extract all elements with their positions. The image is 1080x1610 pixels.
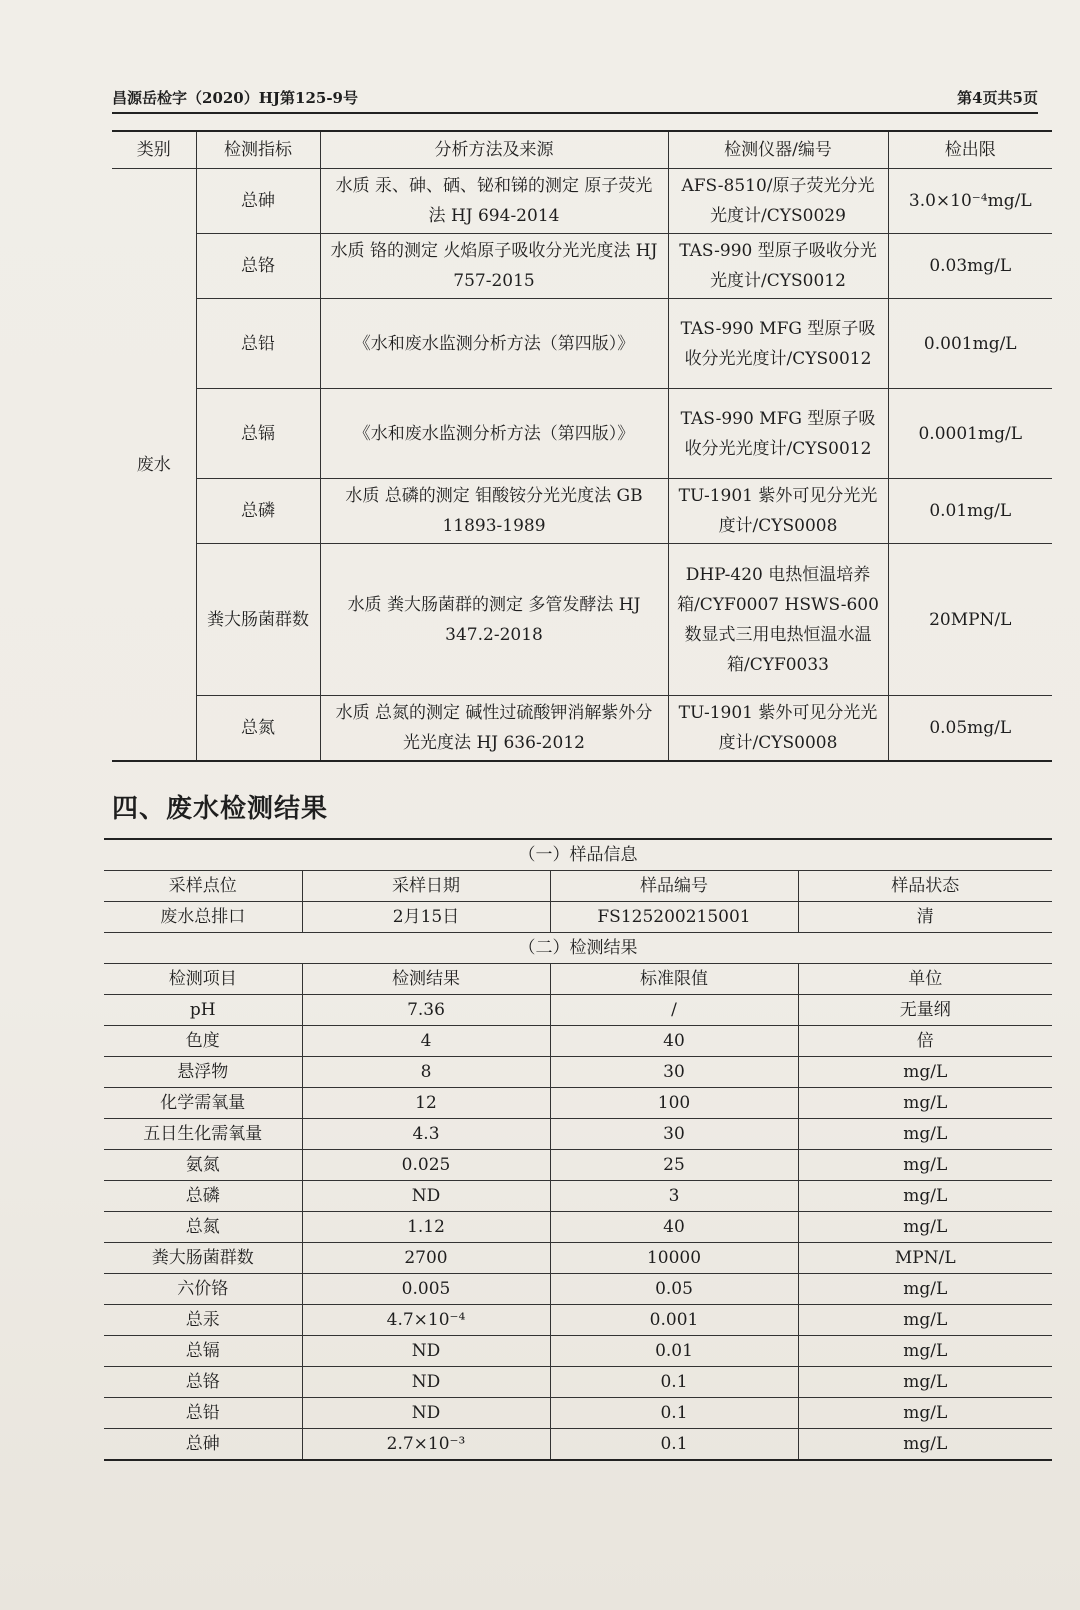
result-unit: mg/L (798, 1398, 1052, 1429)
method-cell: 水质 铬的测定 火焰原子吸收分光光度法 HJ 757-2015 (320, 234, 668, 299)
result-item: 总铅 (104, 1398, 302, 1429)
sample-date: 2月15日 (302, 902, 550, 933)
result-item: 六价铬 (104, 1274, 302, 1305)
table-row (112, 234, 1052, 299)
sample-header-status: 样品状态 (798, 871, 1052, 902)
section-title: 四、废水检测结果 (112, 794, 329, 824)
limit-cell: 20MPN/L (888, 544, 1052, 696)
table-row (104, 1212, 1052, 1243)
sample-id: FS125200215001 (550, 902, 798, 933)
table-row (112, 299, 1052, 389)
method-cell: 《水和废水监测分析方法（第四版）》 (320, 389, 668, 479)
result-item: 色度 (104, 1026, 302, 1057)
sample-info-value-row (104, 902, 1052, 933)
result-unit: mg/L (798, 1305, 1052, 1336)
instrument-cell: TAS-990 型原子吸收分光光度计/CYS0012 (668, 234, 888, 299)
limit-cell: 3.0×10⁻⁴mg/L (888, 169, 1052, 234)
result-limit: 0.1 (550, 1367, 798, 1398)
result-unit: mg/L (798, 1181, 1052, 1212)
result-item: 总汞 (104, 1305, 302, 1336)
results-caption-row (104, 933, 1052, 964)
instrument-cell: DHP-420 电热恒温培养箱/CYF0007 HSWS-600 数显式三用电热恒温水温箱/CYF0033 (668, 544, 888, 696)
table-row (104, 995, 1052, 1026)
indicator-cell: 总氮 (196, 696, 320, 762)
methods-header-method: 分析方法及来源 (320, 131, 668, 169)
report-number: 昌源岳检字（2020）HJ第125-9号 (112, 89, 358, 107)
result-value: 12 (302, 1088, 550, 1119)
result-unit: mg/L (798, 1119, 1052, 1150)
result-item: pH (104, 995, 302, 1026)
sample-header-id: 样品编号 (550, 871, 798, 902)
table-row (104, 1367, 1052, 1398)
result-unit: mg/L (798, 1429, 1052, 1461)
result-item: 悬浮物 (104, 1057, 302, 1088)
methods-header-limit: 检出限 (888, 131, 1052, 169)
result-value: 0.025 (302, 1150, 550, 1181)
result-value: 1.12 (302, 1212, 550, 1243)
instrument-cell: TU-1901 紫外可见分光光度计/CYS0008 (668, 696, 888, 762)
table-row (112, 479, 1052, 544)
methods-table (112, 130, 1052, 762)
result-limit: / (550, 995, 798, 1026)
instrument-cell: TU-1901 紫外可见分光光度计/CYS0008 (668, 479, 888, 544)
indicator-cell: 总磷 (196, 479, 320, 544)
sample-header-location: 采样点位 (104, 871, 302, 902)
methods-header-category: 类别 (112, 131, 196, 169)
table-row (104, 1336, 1052, 1367)
result-unit: mg/L (798, 1336, 1052, 1367)
result-value: ND (302, 1367, 550, 1398)
indicator-cell: 总铬 (196, 234, 320, 299)
sample-info-caption-row (104, 839, 1052, 871)
methods-header-indicator: 检测指标 (196, 131, 320, 169)
result-item: 总砷 (104, 1429, 302, 1461)
result-value: 2.7×10⁻³ (302, 1429, 550, 1461)
method-cell: 《水和废水监测分析方法（第四版）》 (320, 299, 668, 389)
table-row (112, 544, 1052, 696)
table-row (104, 1429, 1052, 1461)
table-row (104, 1181, 1052, 1212)
instrument-cell: TAS-990 MFG 型原子吸收分光光度计/CYS0012 (668, 389, 888, 479)
limit-cell: 0.05mg/L (888, 696, 1052, 762)
indicator-cell: 总铅 (196, 299, 320, 389)
result-unit: mg/L (798, 1274, 1052, 1305)
method-cell: 水质 汞、砷、硒、铋和锑的测定 原子荧光法 HJ 694-2014 (320, 169, 668, 234)
sample-status: 清 (798, 902, 1052, 933)
table-row (104, 1026, 1052, 1057)
result-limit: 100 (550, 1088, 798, 1119)
instrument-cell: AFS-8510/原子荧光分光光度计/CYS0029 (668, 169, 888, 234)
limit-cell: 0.01mg/L (888, 479, 1052, 544)
table-row (112, 696, 1052, 762)
method-cell: 水质 总磷的测定 钼酸铵分光光度法 GB 11893-1989 (320, 479, 668, 544)
result-limit: 25 (550, 1150, 798, 1181)
result-unit: mg/L (798, 1088, 1052, 1119)
result-unit: 无量纲 (798, 995, 1052, 1026)
table-row (104, 1057, 1052, 1088)
limit-cell: 0.001mg/L (888, 299, 1052, 389)
sample-header-date: 采样日期 (302, 871, 550, 902)
result-item: 化学需氧量 (104, 1088, 302, 1119)
result-value: 2700 (302, 1243, 550, 1274)
result-value: 0.005 (302, 1274, 550, 1305)
result-item: 总铬 (104, 1367, 302, 1398)
table-row (112, 169, 1052, 234)
results-body (104, 995, 1052, 1461)
sample-location: 废水总排口 (104, 902, 302, 933)
table-row (112, 389, 1052, 479)
table-row (104, 1150, 1052, 1181)
result-limit: 30 (550, 1057, 798, 1088)
category-cell: 废水 (112, 169, 196, 762)
methods-header-instrument: 检测仪器/编号 (668, 131, 888, 169)
result-value: ND (302, 1398, 550, 1429)
result-limit: 3 (550, 1181, 798, 1212)
result-limit: 0.01 (550, 1336, 798, 1367)
result-limit: 0.1 (550, 1398, 798, 1429)
result-value: 8 (302, 1057, 550, 1088)
results-header-row (104, 964, 1052, 995)
page-header (112, 78, 1038, 114)
table-row (104, 1305, 1052, 1336)
limit-cell: 0.03mg/L (888, 234, 1052, 299)
result-value: 4.3 (302, 1119, 550, 1150)
result-limit: 40 (550, 1026, 798, 1057)
table-row (104, 1088, 1052, 1119)
indicator-cell: 总镉 (196, 389, 320, 479)
page-info: 第4页共5页 (957, 89, 1038, 107)
result-limit: 30 (550, 1119, 798, 1150)
result-item: 总镉 (104, 1336, 302, 1367)
indicator-cell: 总砷 (196, 169, 320, 234)
result-limit: 0.05 (550, 1274, 798, 1305)
result-value: ND (302, 1181, 550, 1212)
sample-info-caption: （一）样品信息 (104, 839, 1052, 871)
result-unit: 倍 (798, 1026, 1052, 1057)
results-header-unit: 单位 (798, 964, 1052, 995)
result-unit: mg/L (798, 1057, 1052, 1088)
result-item: 粪大肠菌群数 (104, 1243, 302, 1274)
result-value: 4.7×10⁻⁴ (302, 1305, 550, 1336)
result-value: ND (302, 1336, 550, 1367)
results-header-result: 检测结果 (302, 964, 550, 995)
table-row (104, 1274, 1052, 1305)
result-unit: mg/L (798, 1150, 1052, 1181)
table-row (104, 1398, 1052, 1429)
limit-cell: 0.0001mg/L (888, 389, 1052, 479)
table-row (104, 1119, 1052, 1150)
result-item: 总磷 (104, 1181, 302, 1212)
result-limit: 0.1 (550, 1429, 798, 1461)
result-limit: 0.001 (550, 1305, 798, 1336)
results-table (104, 838, 1052, 1461)
result-item: 氨氮 (104, 1150, 302, 1181)
results-header-item: 检测项目 (104, 964, 302, 995)
result-limit: 10000 (550, 1243, 798, 1274)
result-unit: MPN/L (798, 1243, 1052, 1274)
result-value: 4 (302, 1026, 550, 1057)
table-row (104, 1243, 1052, 1274)
result-value: 7.36 (302, 995, 550, 1026)
results-caption: （二）检测结果 (104, 933, 1052, 964)
sample-info-header-row (104, 871, 1052, 902)
result-item: 五日生化需氧量 (104, 1119, 302, 1150)
result-limit: 40 (550, 1212, 798, 1243)
method-cell: 水质 总氮的测定 碱性过硫酸钾消解紫外分光光度法 HJ 636-2012 (320, 696, 668, 762)
result-item: 总氮 (104, 1212, 302, 1243)
result-unit: mg/L (798, 1212, 1052, 1243)
indicator-cell: 粪大肠菌群数 (196, 544, 320, 696)
methods-header-row (112, 131, 1052, 169)
instrument-cell: TAS-990 MFG 型原子吸收分光光度计/CYS0012 (668, 299, 888, 389)
results-header-limit: 标准限值 (550, 964, 798, 995)
method-cell: 水质 粪大肠菌群的测定 多管发酵法 HJ 347.2-2018 (320, 544, 668, 696)
result-unit: mg/L (798, 1367, 1052, 1398)
